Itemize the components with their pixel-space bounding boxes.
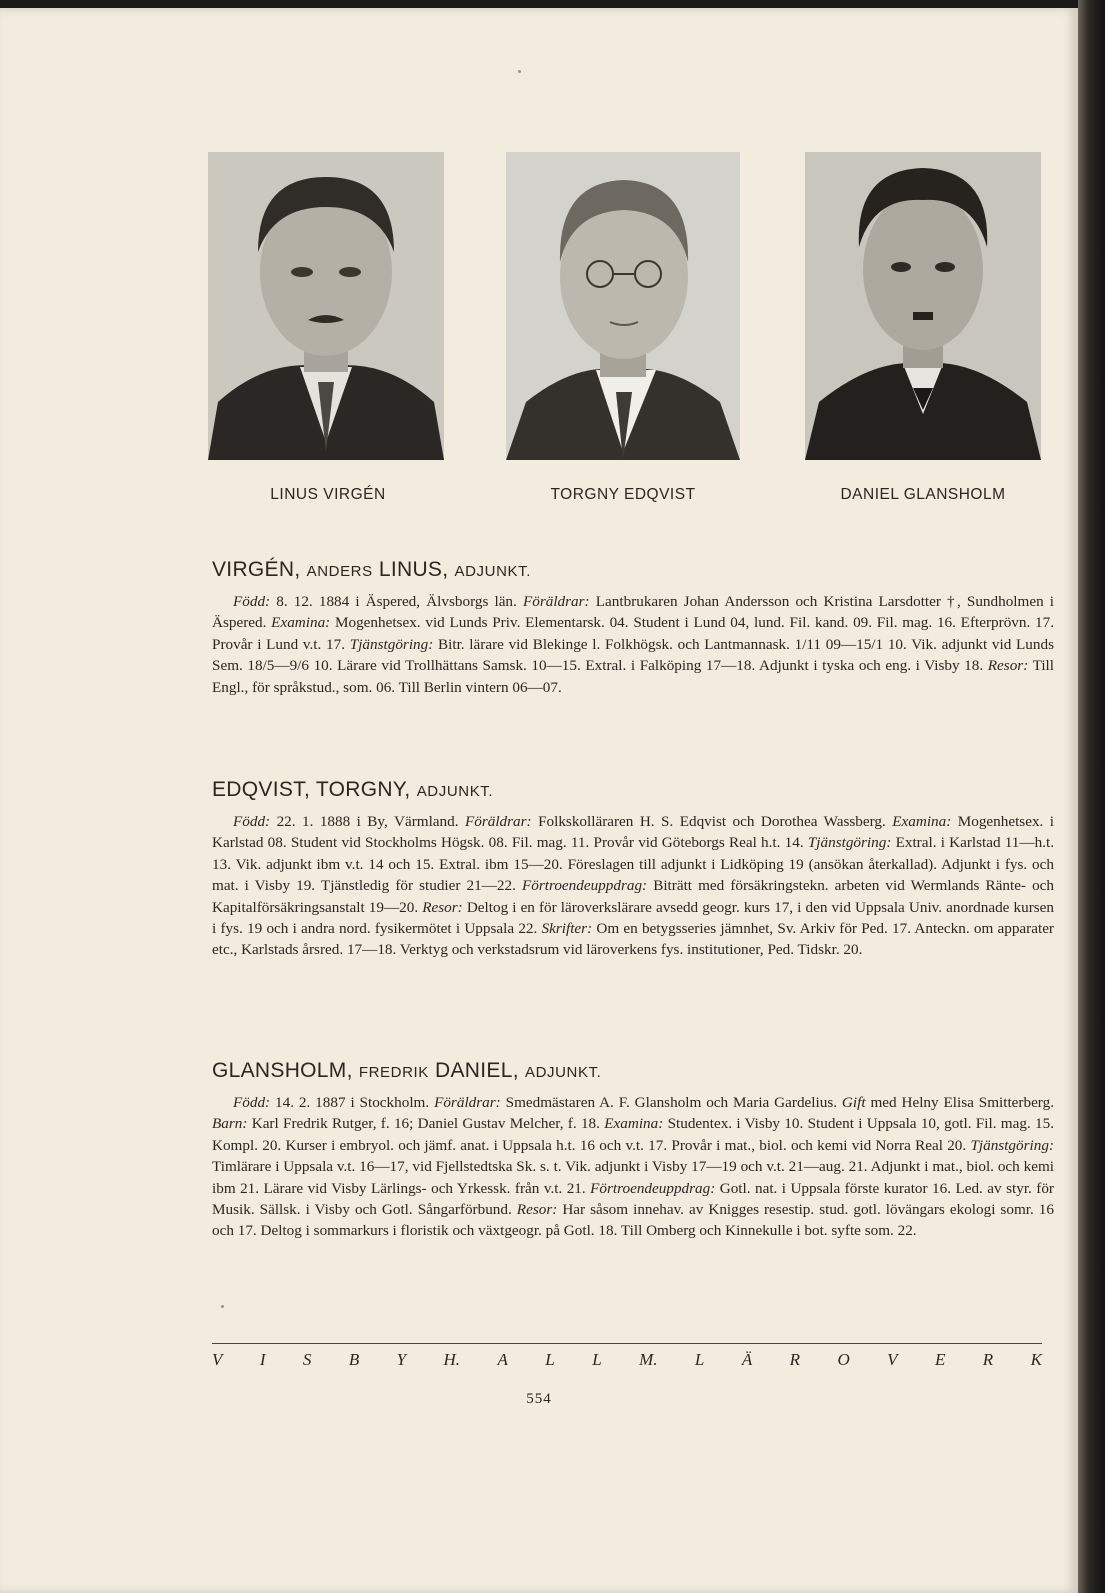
caption-edqvist: TORGNY EDQVIST [550, 486, 696, 503]
entry-field-label: Föräldrar: [522, 593, 590, 610]
entry-field-text: Mogenhetsex. i Karlstad 08. Student vid Stockholms Högsk. 08. Fil. mag. 11. Provår vid Göteborgs Real h.t. 14. [212, 813, 1055, 852]
footer-letter: I [259, 1350, 266, 1369]
entry-field-text: Mogenhetsex. vid Lunds Priv. Elementarsk. 04. Student i Lund 04, lund. Fil. kand. 09. Fil. mag. 16. Efterprövn. 17. Provår i Lund v.t. 17. [212, 614, 1055, 653]
entry-body [212, 1092, 1054, 1242]
entry-field-text: Karl Fredrik Rutger, f. 16; Daniel Gustav Melcher, f. 18. [247, 1115, 605, 1133]
entry-call-name: TORGNY, [315, 778, 411, 801]
entry-field-label: Förtroendeuppdrag: [521, 877, 648, 895]
footer-letter: A [497, 1350, 508, 1369]
entry-field-text: Har såsom innehav. av Knigges resestip. stud. gotl. lövängars ekologi somr. 16 och 17. Deltog i sommarkurs i floristik och växtgeogr. på Gotl. 18. Till Omberg och Kinnekulle i bot. syfte som. 22. [212, 1201, 1054, 1240]
entry-title: ADJUNKT. [416, 783, 494, 800]
entry-field-label: Tjänstgöring: [807, 834, 892, 852]
entry-field-label: Examina: [892, 813, 952, 830]
entry-body [212, 811, 1054, 961]
entry-heading [212, 778, 1054, 804]
entry-field-text: Biträtt med försäkringstekn. arbeten vid Wermlands Ränte- och Kapitalförsäkringsanstalt 19—20. [212, 877, 1054, 916]
footer-letter: L [545, 1350, 555, 1369]
entry-field-label: Skrifter: [541, 920, 593, 938]
entry-field-label: Barn: [212, 1115, 248, 1133]
entry-field-text: 22. 1. 1888 i By, Värmland. [270, 813, 465, 830]
entry-heading [212, 558, 1054, 584]
entry-title: ADJUNKT. [454, 563, 531, 580]
entry-field-text: Folkskolläraren H. S. Edqvist och Dorothea Wassberg. [531, 813, 893, 830]
page-number: 554 [526, 1391, 552, 1407]
footer-letter: R [982, 1350, 994, 1369]
entry-field-text: Extral. i Karlstad 11—h.t. 13. Vik. adjunkt ibm v.t. 14 och 15. Extral. ibm 15—20. Föreslagen till adjunkt i Lidköping 19 (ansökan återkallad). Adjunkt i fys. och mat. i Visby 19. Tjänstledig för studier 21—22. [212, 834, 1054, 895]
running-footer [212, 1350, 1042, 1370]
entry-surname: EDQVIST, [212, 778, 311, 801]
entry-field-label: Resor: [422, 898, 463, 916]
footer-letter: R [789, 1350, 801, 1369]
entry-field-label: Född: [233, 813, 271, 830]
entry-field-text: Om en betygsseries jämnhet, Sv. Arkiv för Ped. 17. Anteckn. om apparater etc., Karlstads årsred. 17—18. Verktyg och verkstadsrum vid läroverkens fys. institutioner, Ped. Tidskr. 20. [212, 920, 1054, 959]
entry-field-text: Lantbrukaren Johan Andersson och Kristina Larsdotter †, Sundholmen i Äspered. [212, 593, 1055, 632]
footer-letter: L [694, 1350, 705, 1369]
footer-letter: E [934, 1350, 946, 1369]
entry-given-name: FREDRIK [358, 1064, 429, 1081]
entry-field-text: Studentex. i Visby 10. Student i Uppsala 10, gotl. Fil. mag. 15. Kompl. 20. Kurser i embryol. och jämf. anat. i Uppsala h.t. 16 och v.t. 17. Provår i mat., biol. och kemi vid Norra Real 20. [212, 1115, 1054, 1154]
footer-letter: Ä [741, 1350, 753, 1369]
entry-field-text: Bitr. lärare vid Blekinge l. Folkhögsk. och Lantmannask. 1/11 09—15/1 10. Vik. adjunkt vid Lunds Sem. 18/5—9/6 10. Lärare vid Trollhättans Samsk. 10—15. Extral. i Falköping 17—18. Adjunkt i tyska och eng. i Visby 18. [212, 635, 1054, 675]
footer-letter: K [1030, 1350, 1042, 1369]
entry-surname: GLANSHOLM, [212, 1059, 353, 1082]
entry-field-label: Gift [841, 1094, 866, 1111]
entry-field-label: Född: [233, 1094, 271, 1111]
entry-field-text: Deltog i en för läroverkslärare avsedd geogr. kurs 17, i den vid Uppsala Univ. anordnade kursen i fys. 19 och i andra nord. fysikermötet i Uppsala 22. [212, 898, 1054, 938]
entry-glansholm [212, 1059, 1054, 1242]
entry-call-name: DANIEL, [435, 1059, 519, 1082]
footer-letter: V [212, 1350, 223, 1369]
footer-letter: M. [639, 1350, 658, 1369]
entry-surname: VIRGÉN, [212, 558, 301, 581]
entry-field-label: Förtroendeuppdrag: [590, 1179, 716, 1197]
footer-letter: O [837, 1350, 850, 1369]
entry-call-name: LINUS, [378, 558, 449, 581]
portrait-photo-glansholm [805, 152, 1041, 460]
caption-glansholm: DANIEL GLANSHOLM [840, 486, 1006, 503]
entry-field-label: Examina: [604, 1115, 664, 1133]
entry-virgen [212, 558, 1054, 698]
portrait-photo-virgen [208, 152, 444, 460]
entry-field-text: Till Engl., för språkstud., som. 06. Till Berlin vintern 06—07. [212, 657, 1054, 696]
entry-heading [212, 1059, 1054, 1085]
footer-letter: V [887, 1350, 898, 1369]
footer-letter: Y [396, 1350, 407, 1369]
paper-speck [518, 70, 521, 73]
entry-field-text: Smedmästaren A. F. Glansholm och Maria Gardelius. [500, 1094, 842, 1111]
paper-speck [221, 1305, 224, 1308]
entry-field-label: Examina: [271, 614, 331, 632]
entry-field-label: Resor: [516, 1201, 558, 1219]
footer-letter: L [592, 1350, 602, 1369]
caption-virgen: LINUS VIRGÉN [270, 486, 386, 503]
entry-body [212, 591, 1054, 698]
entry-field-label: Föräldrar: [434, 1094, 501, 1111]
footer-letter: S [302, 1350, 312, 1369]
entry-field-text: Timlärare i Uppsala v.t. 16—17, vid Fjellstedtska Sk. s. t. Vik. adjunkt i Visby 17—19 och v.t. 21—aug. 21. Adjunkt i mat., biol. och kemi ibm 21. Lärare vid Visby Lärlings- och Yrkessk. från v.t. 21. [212, 1158, 1054, 1197]
entry-edqvist [212, 778, 1054, 961]
entry-field-text: 8. 12. 1884 i Äspered, Älvsborgs län. [270, 593, 523, 610]
entry-field-text: Gotl. nat. i Uppsala förste kurator 16. Led. av styr. för Musik. Sällsk. i Visby och Gotl. Sångarförbund. [212, 1179, 1054, 1219]
entry-field-label: Föräldrar: [464, 813, 532, 830]
entry-given-name: ANDERS [306, 563, 373, 580]
entry-field-label: Resor: [987, 657, 1029, 675]
entry-title: ADJUNKT. [524, 1064, 602, 1081]
footer-letter: B [348, 1350, 360, 1369]
entry-field-label: Född: [233, 593, 271, 610]
footer-letter: H. [443, 1350, 461, 1369]
entry-field-label: Tjänstgöring: [970, 1136, 1054, 1154]
entry-field-text: 14. 2. 1887 i Stockholm. [270, 1094, 435, 1111]
portrait-photo-edqvist [506, 152, 740, 460]
entry-field-text: med Helny Elisa Smitterberg. [865, 1094, 1054, 1111]
book-edge [1078, 0, 1105, 1593]
entry-field-label: Tjänstgöring: [349, 635, 434, 653]
footer-rule [212, 1343, 1042, 1344]
